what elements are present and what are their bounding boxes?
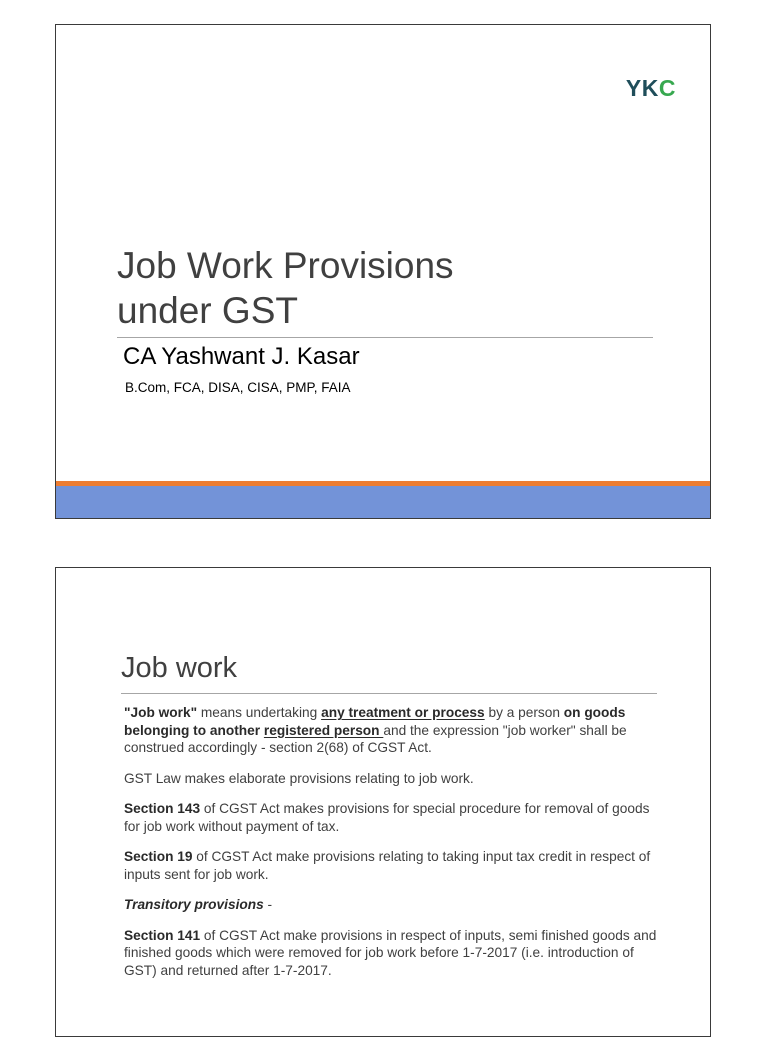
ykc-logo: YKC (625, 75, 676, 101)
slide-title: Job work (121, 652, 238, 684)
author-qualifications: B.Com, FCA, DISA, CISA, PMP, FAIA (125, 380, 351, 395)
title-line-1: Job Work Provisions (117, 245, 454, 286)
slide-title (117, 243, 454, 333)
paragraph-section-141: Section 141 of CGST Act make provisions in respect of inputs, semi finished goods and finished goods which were removed for job work before 1-7-2017 (i.e. introduction of GST) and returned after 1-7-2017. (124, 927, 657, 978)
footer-band-blue (56, 486, 710, 519)
paragraph-section-143: Section 143 of CGST Act makes provisions for special procedure for removal of goods for job work without payment of tax. (124, 801, 650, 834)
content-slide (55, 567, 711, 1037)
title-line-2: under GST (117, 290, 298, 331)
paragraph-transitory: Transitory provisions - (124, 897, 273, 912)
slide-body (124, 704, 664, 992)
title-slide (55, 24, 711, 519)
paragraph-section-19: Section 19 of CGST Act make provisions relating to taking input tax credit in respect of inputs sent for job work. (124, 849, 651, 882)
paragraph-gst-law: GST Law makes elaborate provisions relating to job work. (124, 770, 474, 786)
title-divider (121, 693, 657, 694)
author-name: CA Yashwant J. Kasar (123, 343, 360, 370)
title-divider (117, 337, 653, 338)
paragraph-definition: "Job work" means undertaking any treatment or process by a person on goods belonging to another registered person and the expression "job worker" shall be construed accordingly - section 2(68) of CGST Act. (124, 705, 627, 755)
